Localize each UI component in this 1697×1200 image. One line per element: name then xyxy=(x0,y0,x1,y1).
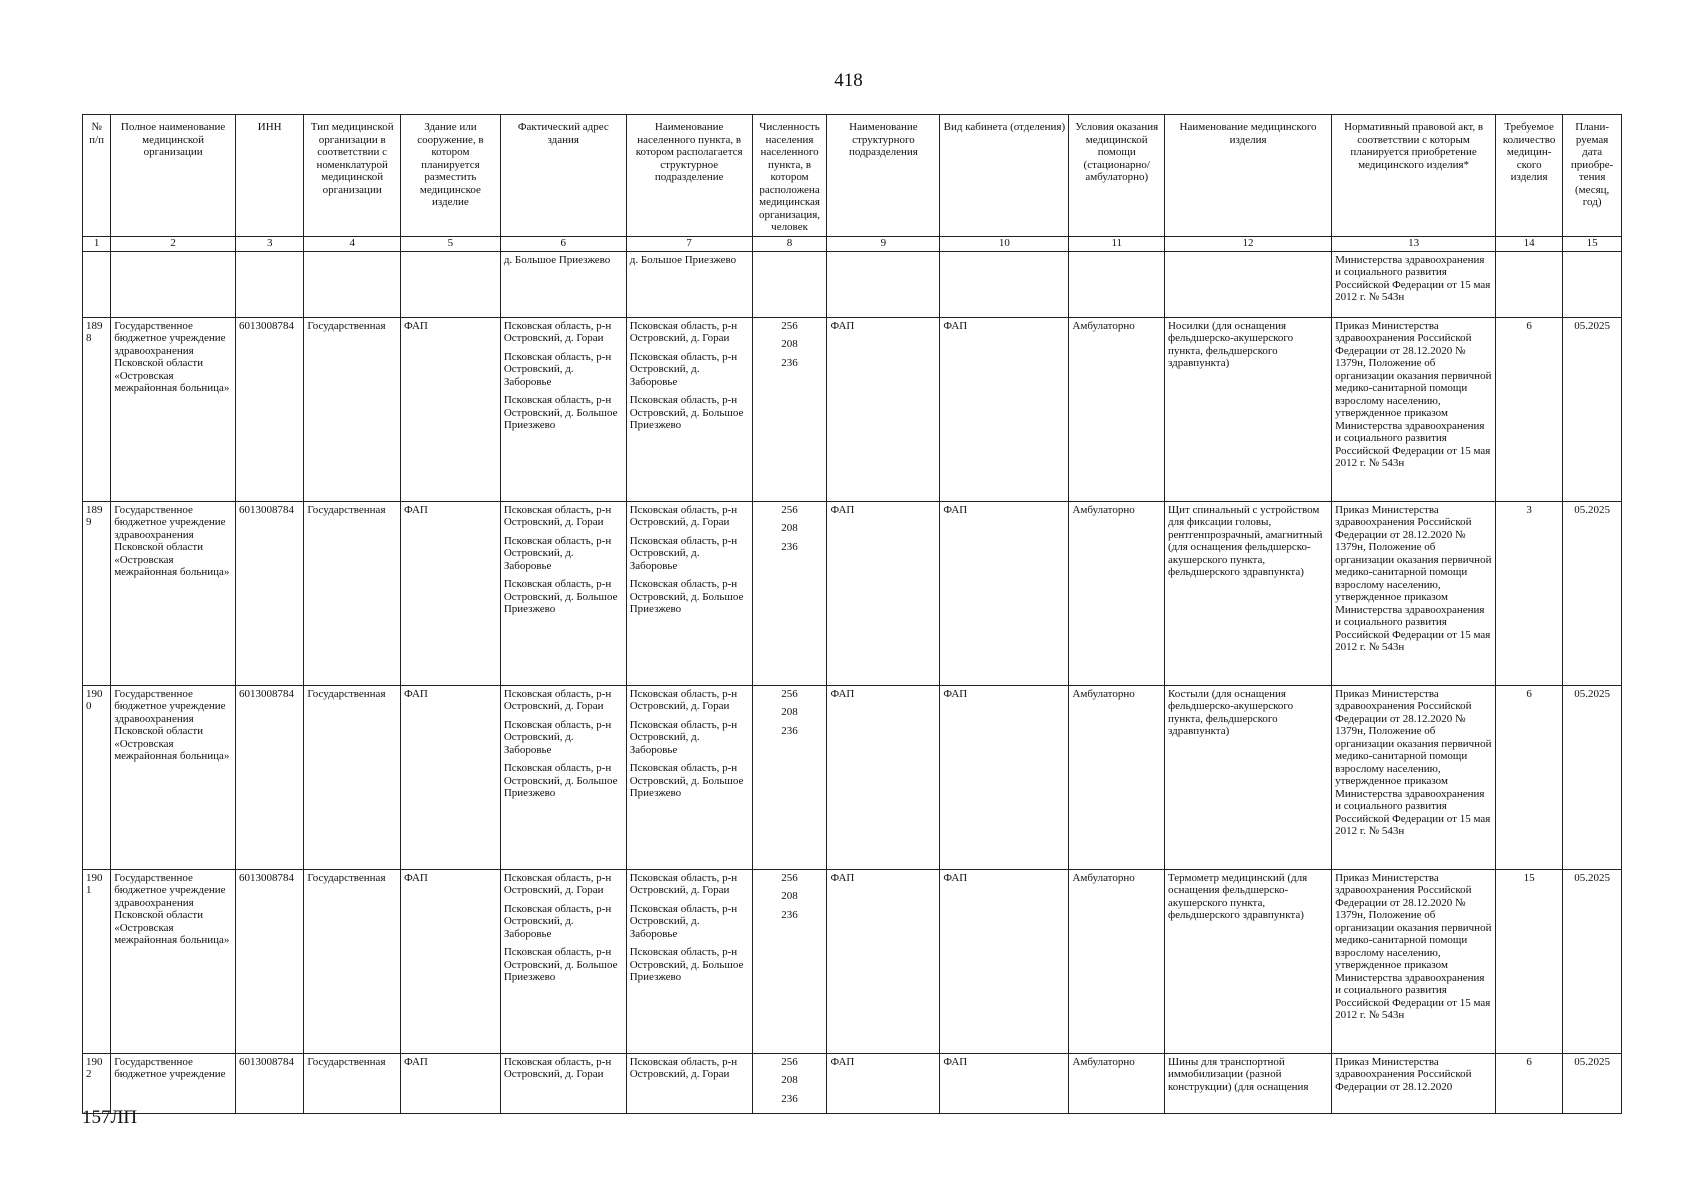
cell-building: ФАП xyxy=(400,869,500,1053)
cell-address xyxy=(500,685,626,869)
cell-settlement-item: Псковская область, р-н Островский, д. Гораи xyxy=(629,1055,738,1080)
header-cell: ИНН xyxy=(236,115,304,237)
cell-settlement-item: Псковская область, р-н Островский, д. Заборовье xyxy=(629,350,738,388)
header-cell: Наименование населенного пункта, в котором располагается структурное подразделение xyxy=(626,115,752,237)
cell-empty xyxy=(1164,251,1331,317)
cell-row-number: 1898 xyxy=(83,317,111,501)
cell-unit: ФАП xyxy=(827,685,940,869)
cell-org-type: Государственная xyxy=(304,869,401,1053)
header-row xyxy=(83,115,1622,237)
cell-address-item: Псковская область, р-н Островский, д. Большое Приезжево xyxy=(503,394,618,431)
cell-date: 05.2025 xyxy=(1563,317,1622,501)
cell-address-continued: д. Большое Приезжево xyxy=(500,251,626,317)
cell-population-item: 236 xyxy=(781,1092,798,1105)
cell-settlement-item: Псковская область, р-н Островский, д. Заборовье xyxy=(629,534,738,572)
cell-inn: 6013008784 xyxy=(236,869,304,1053)
cell-population-item: 236 xyxy=(781,724,798,737)
cell-inn: 6013008784 xyxy=(236,685,304,869)
cell-address xyxy=(500,501,626,685)
cell-organization: Государственное бюджетное учреждение здравоохранения Псковской области «Островская межрайонная больница» xyxy=(111,317,236,501)
cell-date: 05.2025 xyxy=(1563,1053,1622,1114)
column-number: 5 xyxy=(400,236,500,251)
cell-population xyxy=(752,869,827,1053)
cell-address-item: Псковская область, р-н Островский, д. Заборовье xyxy=(503,718,612,756)
header-cell: Наименование медицинского изделия xyxy=(1164,115,1331,237)
cell-cabinet: ФАП xyxy=(940,869,1069,1053)
cell-settlement-item: Псковская область, р-н Островский, д. Гораи xyxy=(629,319,738,344)
cell-cabinet: ФАП xyxy=(940,501,1069,685)
cell-device: Шины для транспортной иммобилизации (разной конструкции) (для оснащения xyxy=(1164,1053,1331,1114)
cell-address xyxy=(500,317,626,501)
cell-empty xyxy=(752,251,827,317)
cell-device: Термометр медицинский (для оснащения фельдшерско-акушерского пункта, фельдшерского здравпункта) xyxy=(1164,869,1331,1053)
cell-cabinet: ФАП xyxy=(940,1053,1069,1114)
cell-address-item: Псковская область, р-н Островский, д. Гораи xyxy=(503,503,612,528)
column-number: 12 xyxy=(1164,236,1331,251)
cell-settlement xyxy=(626,501,752,685)
column-number: 6 xyxy=(500,236,626,251)
column-number: 13 xyxy=(1332,236,1496,251)
cell-population-item: 236 xyxy=(781,540,798,553)
cell-population-item: 256 xyxy=(781,1055,798,1068)
cell-device: Костыли (для оснащения фельдшерско-акушерского пункта, фельдшерского здравпункта) xyxy=(1164,685,1331,869)
cell-org-type: Государственная xyxy=(304,317,401,501)
column-number: 10 xyxy=(940,236,1069,251)
cell-population-item: 208 xyxy=(781,706,798,718)
cell-cabinet: ФАП xyxy=(940,685,1069,869)
cell-population xyxy=(752,317,827,501)
cell-empty xyxy=(1069,251,1165,317)
cell-population-item: 256 xyxy=(781,319,798,332)
cell-date: 05.2025 xyxy=(1563,685,1622,869)
cell-legal-act: Приказ Министерства здравоохранения Российской Федерации от 28.12.2020 № 1379н, Положение об организации оказания первичной медико-санитарной помощи взрослому населению, утвержденное приказом Министерства здравоохранения и социального развития Российской Федерации от 15 мая 2012 г. № 543н xyxy=(1332,685,1496,869)
cell-settlement-item: Псковская область, р-н Островский, д. Заборовье xyxy=(629,902,738,940)
header-cell: Вид кабинета (отделения) xyxy=(940,115,1069,237)
cell-address-item: Псковская область, р-н Островский, д. Заборовье xyxy=(503,534,612,572)
cell-population xyxy=(752,1053,827,1114)
column-number: 3 xyxy=(236,236,304,251)
cell-population-item: 256 xyxy=(781,503,798,516)
cell-settlement-continued: д. Большое Приезжево xyxy=(626,251,752,317)
cell-settlement xyxy=(626,1053,752,1114)
table-row xyxy=(83,317,1622,501)
cell-quantity: 15 xyxy=(1496,869,1563,1053)
cell-organization: Государственное бюджетное учреждение здравоохранения Псковской области «Островская межрайонная больница» xyxy=(111,869,236,1053)
header-cell: Полное наименование медицинской организации xyxy=(111,115,236,237)
cell-address-item: Псковская область, р-н Островский, д. Заборовье xyxy=(503,350,612,388)
header-cell: Наименование структурного подразделения xyxy=(827,115,940,237)
cell-quantity: 6 xyxy=(1496,685,1563,869)
cell-row-number: 1900 xyxy=(83,685,111,869)
cell-legal-act: Приказ Министерства здравоохранения Российской Федерации от 28.12.2020 № 1379н, Положение об организации оказания первичной медико-санитарной помощи взрослому населению, утвержденное приказом Министерства здравоохранения и социального развития Российской Федерации от 15 мая 2012 г. № 543н xyxy=(1332,869,1496,1053)
cell-act-continued: Министерства здравоохранения и социального развития Российской Федерации от 15 мая 2012 г. № 543н xyxy=(1332,251,1496,317)
cell-address-item: Псковская область, р-н Островский, д. Большое Приезжево xyxy=(503,578,618,615)
cell-unit: ФАП xyxy=(827,501,940,685)
cell-legal-act: Приказ Министерства здравоохранения Российской Федерации от 28.12.2020 № 1379н, Положение об организации оказания первичной медико-санитарной помощи взрослому населению, утвержденное приказом Министерства здравоохранения и социального развития Российской Федерации от 15 мая 2012 г. № 543н xyxy=(1332,501,1496,685)
cell-address-item: Псковская область, р-н Островский, д. Гораи xyxy=(503,687,612,712)
column-number: 1 xyxy=(83,236,111,251)
cell-population-item: 256 xyxy=(781,871,798,884)
cell-building: ФАП xyxy=(400,685,500,869)
cell-empty xyxy=(111,251,236,317)
cell-population xyxy=(752,501,827,685)
cell-settlement-item: Псковская область, р-н Островский, д. Гораи xyxy=(629,503,738,528)
cell-unit: ФАП xyxy=(827,1053,940,1114)
cell-empty xyxy=(83,251,111,317)
cell-settlement-item: Псковская область, р-н Островский, д. Гораи xyxy=(629,871,738,896)
footer-code: 157ЛП xyxy=(82,1107,138,1128)
cell-conditions: Амбулаторно xyxy=(1069,1053,1165,1114)
cell-population-item: 256 xyxy=(781,687,798,700)
cell-unit: ФАП xyxy=(827,869,940,1053)
table-row xyxy=(83,1053,1622,1114)
column-number: 4 xyxy=(304,236,401,251)
cell-empty xyxy=(236,251,304,317)
table-row xyxy=(83,685,1622,869)
header-cell: Плани-руемая дата приобре-тения (месяц, год) xyxy=(1563,115,1622,237)
header-cell: Условия оказания медицинской помощи (стационарно/ амбулаторно) xyxy=(1069,115,1165,237)
column-number: 8 xyxy=(752,236,827,251)
cell-conditions: Амбулаторно xyxy=(1069,685,1165,869)
cell-building: ФАП xyxy=(400,501,500,685)
cell-empty xyxy=(400,251,500,317)
cell-cabinet: ФАП xyxy=(940,317,1069,501)
header-cell: Здание или сооружение, в котором планируется разместить медицинское изделие xyxy=(400,115,500,237)
cell-conditions: Амбулаторно xyxy=(1069,317,1165,501)
cell-address-item: Псковская область, р-н Островский, д. Гораи xyxy=(503,871,612,896)
cell-organization: Государственное бюджетное учреждение xyxy=(111,1053,236,1114)
cell-population-item: 236 xyxy=(781,356,798,369)
cell-legal-act: Приказ Министерства здравоохранения Российской Федерации от 28.12.2020 xyxy=(1332,1053,1496,1114)
cell-settlement-item: Псковская область, р-н Островский, д. Большое Приезжево xyxy=(629,762,744,799)
cell-population-item: 208 xyxy=(781,1074,798,1086)
header-cell: Тип медицинской организации в соответствии с номенклатурой медицинской организации xyxy=(304,115,401,237)
column-number: 7 xyxy=(626,236,752,251)
cell-org-type: Государственная xyxy=(304,685,401,869)
cell-settlement-item: Псковская область, р-н Островский, д. Большое Приезжево xyxy=(629,394,744,431)
cell-address-item: Псковская область, р-н Островский, д. Гораи xyxy=(503,1055,612,1080)
cell-row-number: 1899 xyxy=(83,501,111,685)
cell-population-item: 208 xyxy=(781,338,798,350)
cell-address xyxy=(500,1053,626,1114)
cell-inn: 6013008784 xyxy=(236,1053,304,1114)
cell-population-item: 208 xyxy=(781,890,798,902)
cell-settlement-item: Псковская область, р-н Островский, д. Большое Приезжево xyxy=(629,946,744,983)
column-number: 2 xyxy=(111,236,236,251)
cell-population xyxy=(752,685,827,869)
table-row xyxy=(83,869,1622,1053)
cell-quantity: 3 xyxy=(1496,501,1563,685)
cell-conditions: Амбулаторно xyxy=(1069,869,1165,1053)
column-number: 11 xyxy=(1069,236,1165,251)
cell-empty xyxy=(940,251,1069,317)
cell-unit: ФАП xyxy=(827,317,940,501)
cell-organization: Государственное бюджетное учреждение здравоохранения Псковской области «Островская межрайонная больница» xyxy=(111,685,236,869)
cell-conditions: Амбулаторно xyxy=(1069,501,1165,685)
cell-device: Щит спинальный с устройством для фиксации головы, рентгенпрозрачный, амагнитный (для оснащения фельдшерско-акушерского пункта, фельдшерского здравпункта) xyxy=(1164,501,1331,685)
cell-settlement xyxy=(626,685,752,869)
cell-empty xyxy=(304,251,401,317)
cell-organization: Государственное бюджетное учреждение здравоохранения Псковской области «Островская межрайонная больница» xyxy=(111,501,236,685)
cell-inn: 6013008784 xyxy=(236,317,304,501)
column-number: 9 xyxy=(827,236,940,251)
table-row xyxy=(83,501,1622,685)
cell-org-type: Государственная xyxy=(304,1053,401,1114)
cell-address-item: Псковская область, р-н Островский, д. Заборовье xyxy=(503,902,612,940)
column-number: 14 xyxy=(1496,236,1563,251)
cell-address xyxy=(500,869,626,1053)
cell-org-type: Государственная xyxy=(304,501,401,685)
cell-settlement xyxy=(626,317,752,501)
cell-settlement xyxy=(626,869,752,1053)
cell-empty xyxy=(1563,251,1622,317)
cell-address-item: Псковская область, р-н Островский, д. Большое Приезжево xyxy=(503,762,618,799)
column-number-row xyxy=(83,236,1622,251)
header-cell: Фактический адрес здания xyxy=(500,115,626,237)
cell-date: 05.2025 xyxy=(1563,501,1622,685)
cell-empty xyxy=(1496,251,1563,317)
cell-date: 05.2025 xyxy=(1563,869,1622,1053)
cell-inn: 6013008784 xyxy=(236,501,304,685)
cell-population-item: 236 xyxy=(781,908,798,921)
cell-row-number: 1901 xyxy=(83,869,111,1053)
cell-address-item: Псковская область, р-н Островский, д. Большое Приезжево xyxy=(503,946,618,983)
header-cell: Нормативный правовой акт, в соответствии с которым планируется приобретение медицинского изделия* xyxy=(1332,115,1496,237)
header-cell: Требуемое количество медицин-ского изделия xyxy=(1496,115,1563,237)
cell-legal-act: Приказ Министерства здравоохранения Российской Федерации от 28.12.2020 № 1379н, Положение об организации оказания первичной медико-санитарной помощи взрослому населению, утвержденное приказом Министерства здравоохранения и социального развития Российской Федерации от 15 мая 2012 г. № 543н xyxy=(1332,317,1496,501)
cell-population-item: 208 xyxy=(781,522,798,534)
continuation-row xyxy=(83,251,1622,317)
cell-quantity: 6 xyxy=(1496,1053,1563,1114)
cell-settlement-item: Псковская область, р-н Островский, д. Заборовье xyxy=(629,718,738,756)
column-number: 15 xyxy=(1563,236,1622,251)
header-cell: Численность населения населенного пункта, в котором расположена медицинская организация, человек xyxy=(752,115,827,237)
cell-settlement-item: Псковская область, р-н Островский, д. Гораи xyxy=(629,687,738,712)
cell-empty xyxy=(827,251,940,317)
header-cell: № п/п xyxy=(83,115,111,237)
cell-device: Носилки (для оснащения фельдшерско-акушерского пункта, фельдшерского здравпункта) xyxy=(1164,317,1331,501)
page-number: 418 xyxy=(834,70,863,91)
cell-settlement-item: Псковская область, р-н Островский, д. Большое Приезжево xyxy=(629,578,744,615)
cell-row-number: 1902 xyxy=(83,1053,111,1114)
cell-building: ФАП xyxy=(400,1053,500,1114)
cell-address-item: Псковская область, р-н Островский, д. Гораи xyxy=(503,319,612,344)
medical-devices-table xyxy=(82,114,1622,1114)
cell-building: ФАП xyxy=(400,317,500,501)
cell-quantity: 6 xyxy=(1496,317,1563,501)
